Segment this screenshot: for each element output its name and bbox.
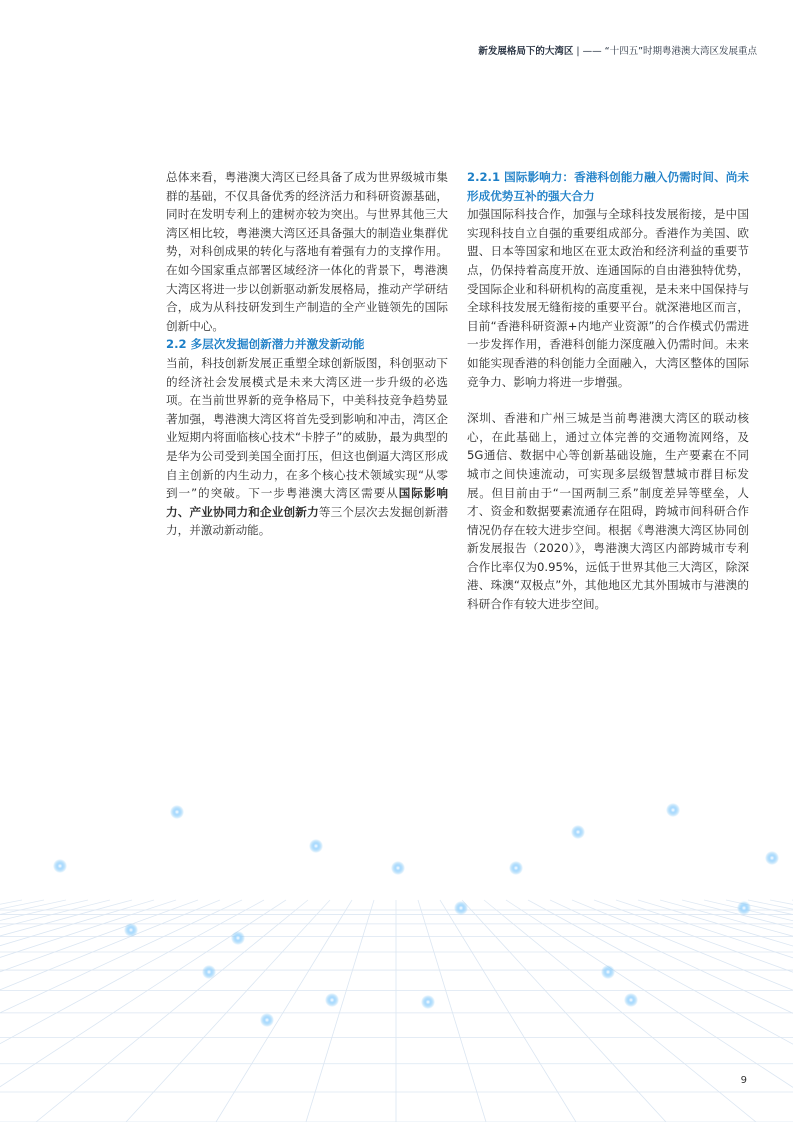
light-dot: [421, 995, 435, 1009]
light-dot: [325, 993, 339, 1007]
running-header: [478, 43, 757, 57]
decorative-light-grid: [0, 760, 793, 1122]
light-dot: [509, 861, 523, 875]
light-dot: [666, 803, 680, 817]
left-paragraph-2-end: 等三个层次去发掘创新潜力，并激动新动能。: [166, 504, 448, 538]
light-dot: [124, 923, 138, 937]
section-heading-2-2: 2.2 多层次发掘创新潜力并激发新动能: [166, 337, 365, 352]
left-paragraph-2: [166, 354, 448, 540]
header-title: 新发展格局下的大湾区: [478, 46, 574, 57]
light-dot: [309, 839, 323, 853]
light-dot: [601, 965, 615, 979]
light-dot: [202, 965, 216, 979]
right-column: [467, 168, 749, 614]
light-dot: [391, 861, 405, 875]
light-dot: [737, 901, 751, 915]
header-separator: | ——: [573, 46, 605, 57]
light-dot: [571, 825, 585, 839]
left-column: [166, 168, 448, 540]
left-paragraph-2-bold: 国际影响力、产业协同力和企业创新力: [166, 486, 448, 519]
section-heading-2-2-1: 2.2.1 国际影响力：香港科创能力融入仍需时间、尚未形成优势互补的强大合力: [467, 170, 749, 203]
light-dot: [454, 901, 468, 915]
header-subtitle: “十四五”时期粤港澳大湾区发展重点: [604, 46, 757, 57]
left-paragraph-2-text: 当前，科技创新发展正重塑全球创新版图，科创驱动下的经济社会发展模式是未来大湾区进一步升级的必选项。在当前世界新的竞争格局下，中美科技竞争趋势显著加强，粤港澳大湾区将首先受到影响和冲击，湾区企业短期内将面临核心技术“卡脖子”的威胁，最为典型的是华为公司受到美国全面打压，但这也倒逼大湾区形成自主创新的内生动力，在多个核心技术领域实现“从零到一”的突破。下一步粤港澳大湾区需要从: [166, 355, 448, 501]
light-dot: [624, 993, 638, 1007]
light-dot: [170, 805, 184, 819]
right-paragraph-2: 深圳、香港和广州三城是当前粤港澳大湾区的联动核心，在此基础上，通过立体完善的交通物流网络，及5G通信、数据中心等创新基础设施，生产要素在不同城市之间快速流动，可实现多层级智慧城市群目标发展。但目前由于“一国两制三系”制度差异等壁垒，人才、资金和数据要素流通存在阻碍，跨城市间科研合作情况仍存在较大进步空间。根据《粤港澳大湾区协同创新发展报告（2020）》，粤港澳大湾区内部跨城市专利合作比率仅为0.95%，远低于世界其他三大湾区，除深港、珠澳“双极点”外，其他地区尤其外围城市与港澳的科研合作有较大进步空间。: [467, 411, 749, 612]
right-paragraph-1: 加强国际科技合作，加强与全球科技发展衔接，是中国实现科技自立自强的重要组成部分。香港作为美国、欧盟、日本等国家和地区在亚太政治和经济利益的重要节点，仍保持着高度开放、连通国际的自由港独特优势，受国际企业和科研机构的高度重视，是未来中国保持与全球科技发展无缝衔接的重要平台。就深港地区而言，目前“香港科研资源+内地产业资源”的合作模式仍需进一步发挥作用，香港科创能力深度融入仍需时间。未来如能实现香港的科创能力全面融入，大湾区整体的国际竞争力、影响力将进一步增强。: [467, 207, 749, 389]
left-paragraph-1: 总体来看，粤港澳大湾区已经具备了成为世界级城市集群的基础，不仅具备优秀的经济活力和科研资源基础，同时在发明专利上的建树亦较为突出。与世界其他三大湾区相比较，粤港澳大湾区还具备强大的制造业集群优势，对科创成果的转化与落地有着强有力的支撑作用。在如今国家重点部署区域经济一体化的背景下，粤港澳大湾区将进一步以创新驱动新发展格局，推动产学研结合，成为从科技研发到生产制造的全产业链领先的国际创新中心。: [166, 170, 448, 333]
light-dot: [231, 931, 245, 945]
light-dot: [260, 1013, 274, 1027]
light-dot: [765, 851, 779, 865]
page-number: 9: [740, 1075, 747, 1086]
light-dot: [53, 859, 67, 873]
